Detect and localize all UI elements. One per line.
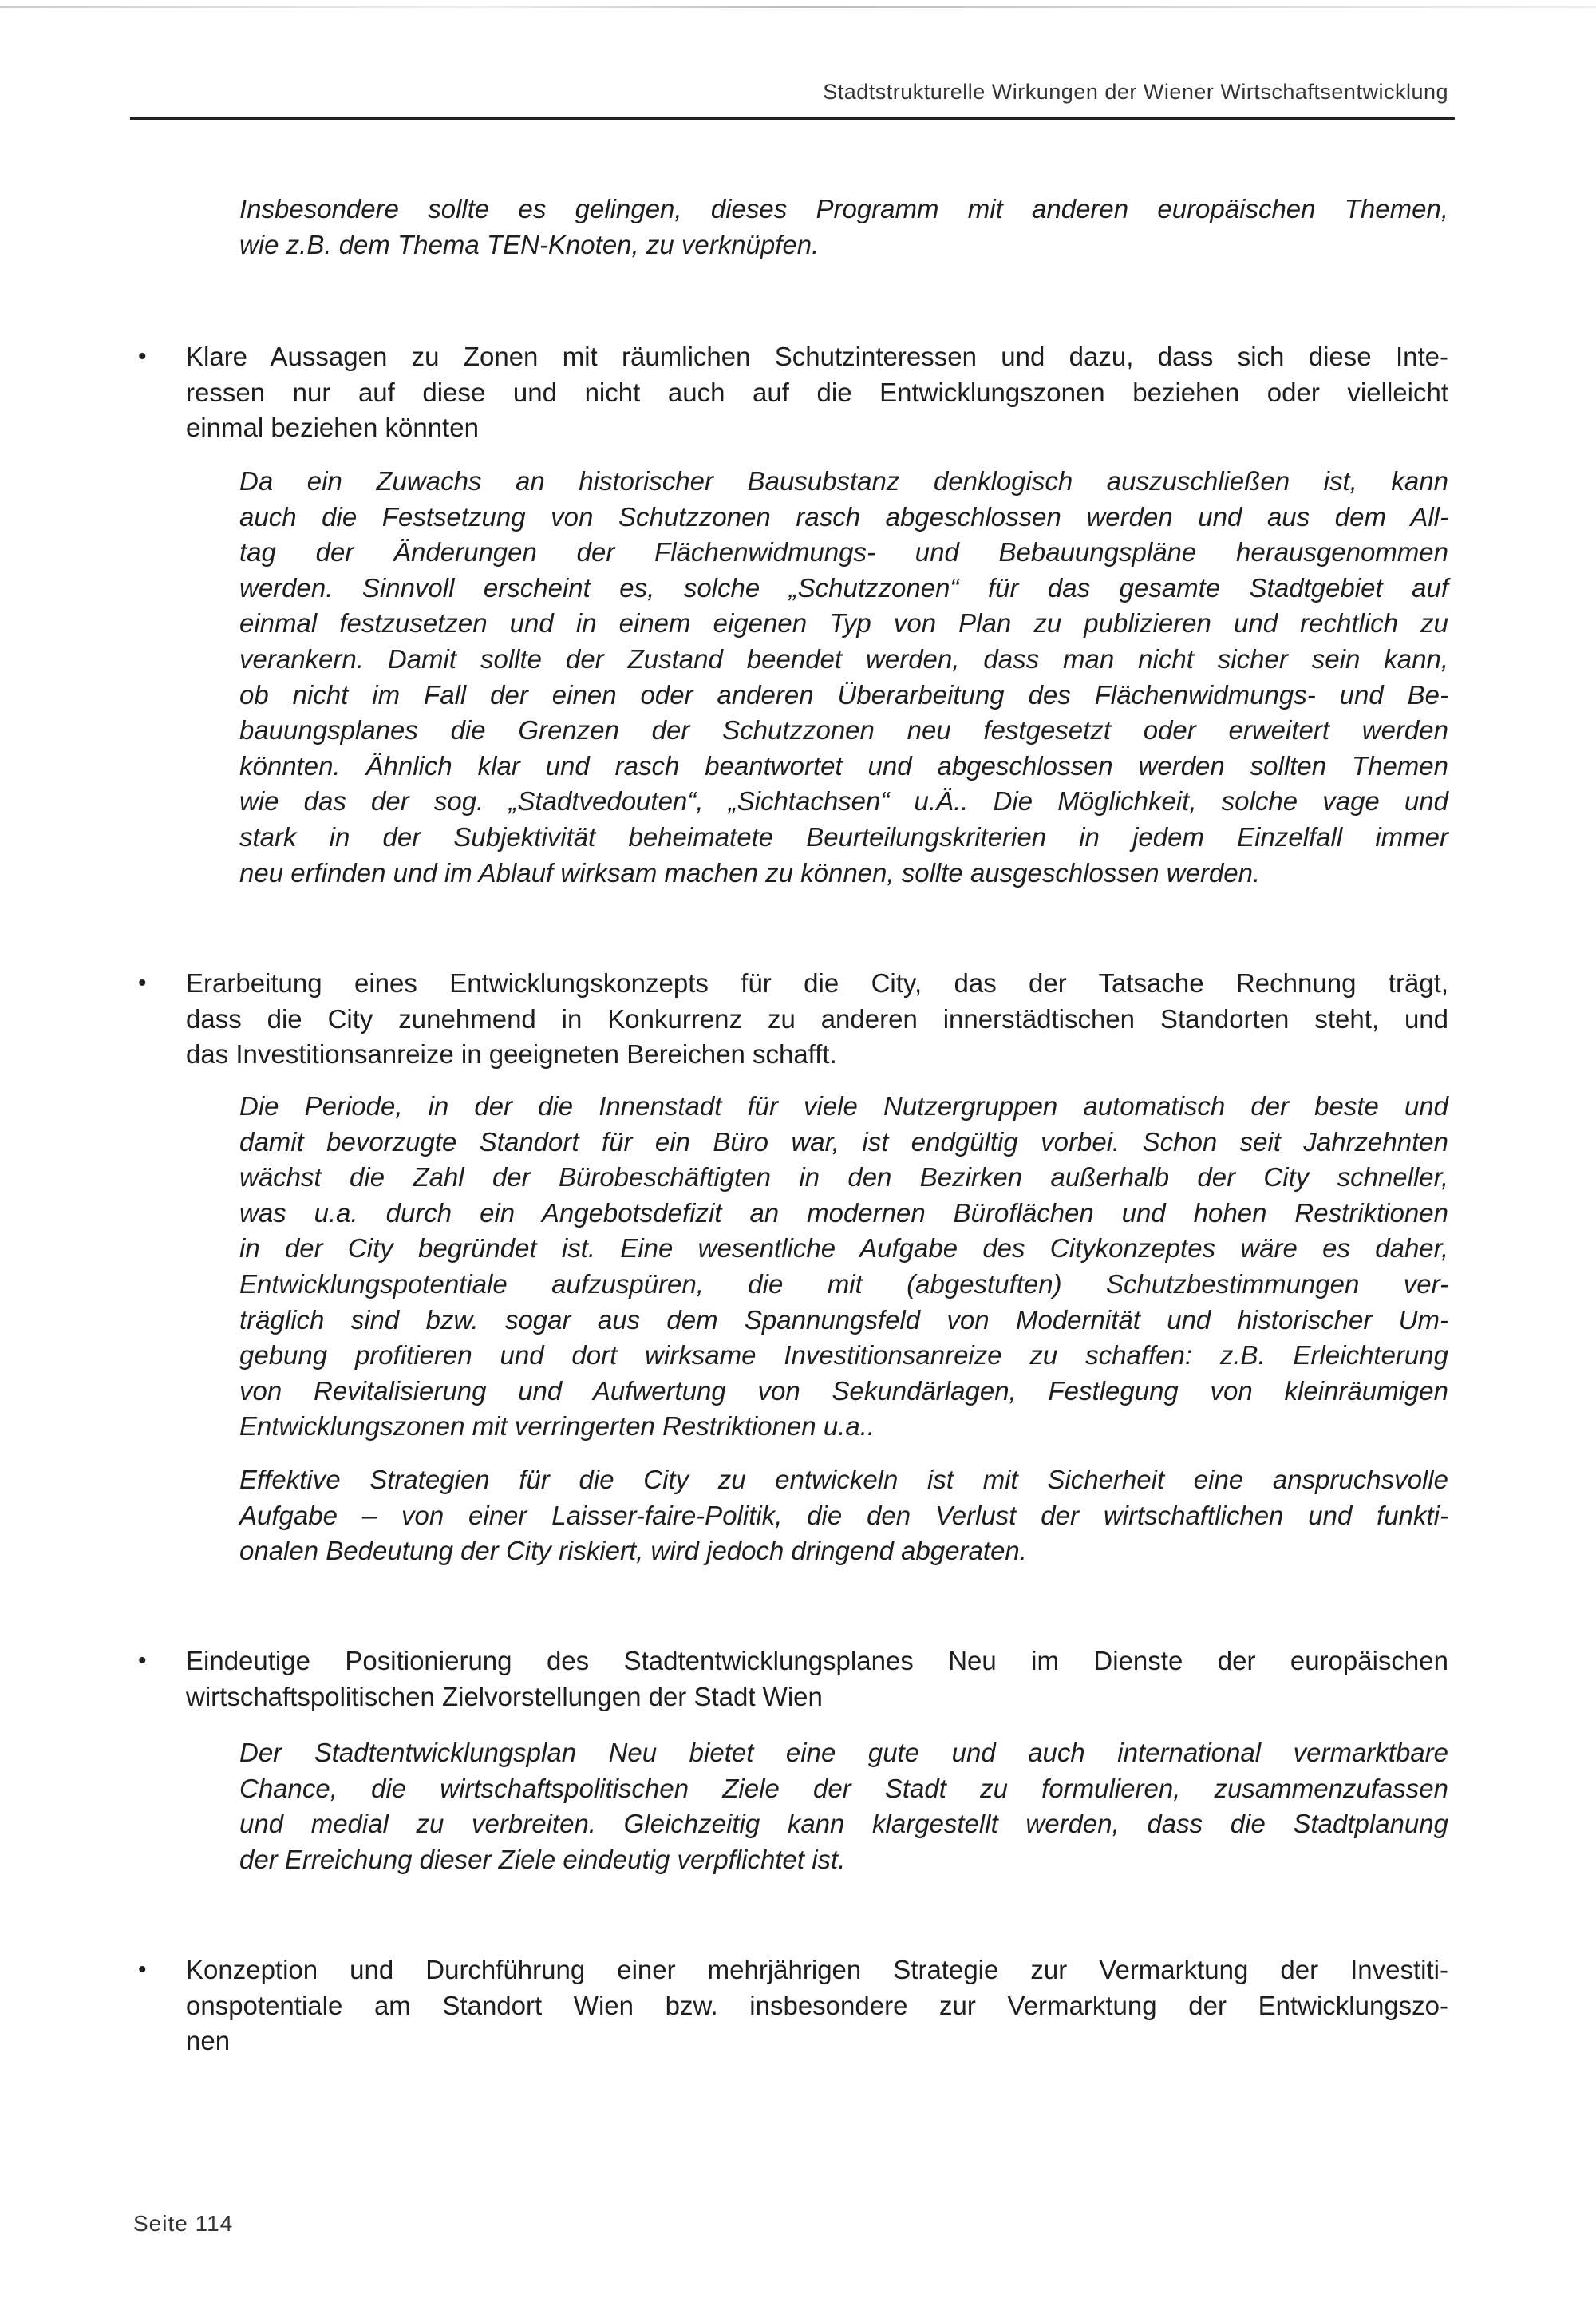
text-line: bauungsplanes die Grenzen der Schutzzonen neu festgesetzt oder erweitert werden <box>239 715 1448 746</box>
text-line: und medial zu verbreiten. Gleichzeitig kann klargestellt werden, dass die Stadtplanung <box>239 1809 1448 1839</box>
text-line: das Investitionsanreize in geeigneten Bereichen schafft. <box>186 1039 837 1070</box>
text-line: Effektive Strategien für die City zu entwickeln ist mit Sicherheit eine anspruchsvolle <box>239 1465 1448 1494</box>
text-line: Die Periode, in der die Innenstadt für viele Nutzergruppen automatisch der beste und <box>239 1091 1448 1121</box>
commentary-paragraph <box>239 1462 1448 1569</box>
text-line: könnten. Ähnlich klar und rasch beantwortet und abgeschlossen werden sollten Themen <box>239 750 1448 781</box>
text-line: von Revitalisierung und Aufwertung von Sekundärlagen, Festlegung von kleinräumigen <box>239 1375 1448 1406</box>
commentary-paragraph <box>239 1089 1448 1445</box>
text-line: wirtschaftspolitischen Zielvorstellungen der Stadt Wien <box>186 1681 823 1711</box>
text-line: Der Stadtentwicklungsplan Neu bietet eine gute und auch international vermarktbare <box>239 1738 1448 1767</box>
header-rule <box>130 117 1455 120</box>
text-line: nen <box>186 2026 231 2056</box>
text-line: was u.a. durch ein Angebotsdefizit an modernen Büroflächen und hohen Restriktionen <box>239 1197 1448 1228</box>
text-line: Konzeption und Durchführung einer mehrjährigen Strategie zur Vermarktung der Investiti- <box>186 1955 1448 1984</box>
running-header: Stadtstrukturelle Wirkungen der Wiener Wirtschaftsentwicklung <box>823 80 1448 104</box>
text-line: stark in der Subjektivität beheimatete Beurteilungskriterien in jedem Einzelfall immer <box>239 821 1448 852</box>
text-line: Eindeutige Positionierung des Stadtentwicklungsplanes Neu im Dienste der europäischen <box>186 1646 1448 1675</box>
bullet-icon: • <box>138 970 147 996</box>
text-line: Da ein Zuwachs an historischer Bausubstanz denklogisch auszuschließen ist, kann <box>239 466 1448 496</box>
text-line: neu erfinden und im Ablauf wirksam machen zu können, sollte ausgeschlossen werden. <box>239 857 1261 888</box>
text-line: werden. Sinnvoll erscheint es, solche „Schutzzonen“ für das gesamte Stadtgebiet auf <box>239 572 1448 603</box>
text-line: wie z.B. dem Thema TEN-Knoten, zu verknüpfen. <box>239 229 820 259</box>
bullet-icon: • <box>138 1648 147 1674</box>
bullet-item <box>138 966 1448 1073</box>
text-line: onspotentiale am Standort Wien bzw. insbesondere zur Vermarktung der Entwicklungszo- <box>186 1990 1448 2020</box>
page-number: Seite 114 <box>133 2211 234 2236</box>
text-line: tag der Änderungen der Flächenwidmungs- und Bebauungspläne herausgenommen <box>239 537 1448 568</box>
bullet-item <box>138 1644 1448 1715</box>
text-line: damit bevorzugte Standort für ein Büro war, ist endgültig vorbei. Schon seit Jahrzehnten <box>239 1126 1448 1157</box>
bullet-item <box>138 339 1448 446</box>
text-line: Erarbeitung eines Entwicklungskonzepts für die City, das der Tatsache Rechnung trägt, <box>186 968 1448 998</box>
text-line: ob nicht im Fall der einen oder anderen Überarbeitung des Flächenwidmungs- und Be- <box>239 679 1448 710</box>
bullet-icon: • <box>138 1956 147 1983</box>
text-line: onalen Bedeutung der City riskiert, wird jedoch dringend abgeraten. <box>239 1536 1027 1566</box>
text-line: Aufgabe – von einer Laisser-faire-Politik, die den Verlust der wirtschaftlichen und funkti- <box>239 1500 1448 1530</box>
text-line: in der City begründet ist. Eine wesentliche Aufgabe des Citykonzeptes wäre es daher, <box>239 1233 1448 1264</box>
text-line: wie das der sog. „Stadtvedouten“, „Sichtachsen“ u.Ä.. Die Möglichkeit, solche vage und <box>239 786 1448 817</box>
text-line: Entwicklungszonen mit verringerten Restriktionen u.a.. <box>239 1411 875 1442</box>
text-line: gebung profitieren und dort wirksame Investitionsanreize zu schaffen: z.B. Erleichterung <box>239 1340 1448 1371</box>
text-line: dass die City zunehmend in Konkurrenz zu anderen innerstädtischen Standorten steht, und <box>186 1003 1448 1034</box>
text-line: Entwicklungspotentiale aufzuspüren, die mit (abgestuften) Schutzbestimmungen ver- <box>239 1268 1448 1299</box>
text-line: der Erreichung dieser Ziele eindeutig verpflichtet ist. <box>239 1844 846 1874</box>
commentary-paragraph <box>239 1735 1448 1877</box>
text-line: einmal beziehen könnten <box>186 413 479 443</box>
text-line: Chance, die wirtschaftspolitischen Ziele der Stadt zu formulieren, zusammenzufassen <box>239 1773 1448 1803</box>
text-line: verankern. Damit sollte der Zustand beendet werden, dass man nicht sicher sein kann, <box>239 643 1448 674</box>
text-line: Klare Aussagen zu Zonen mit räumlichen Schutzinteressen und dazu, dass sich diese Inte- <box>186 342 1448 371</box>
text-line: wächst die Zahl der Bürobeschäftigten in den Bezirken außerhalb der City schneller, <box>239 1162 1448 1193</box>
text-line: Insbesondere sollte es gelingen, dieses Programm mit anderen europäischen Themen, <box>239 194 1448 223</box>
text-line: träglich sind bzw. sogar aus dem Spannungsfeld von Modernität und historischer Um- <box>239 1304 1448 1335</box>
text-line: einmal festzusetzen und in einem eigenen Typ von Plan zu publizieren und rechtlich zu <box>239 608 1448 639</box>
scan-edge-line <box>0 6 1596 8</box>
bullet-item <box>138 1952 1448 2059</box>
commentary-paragraph <box>239 464 1448 891</box>
commentary-paragraph <box>239 192 1448 263</box>
text-line: auch die Festsetzung von Schutzzonen rasch abgeschlossen werden und aus dem All- <box>239 501 1448 532</box>
bullet-icon: • <box>138 343 147 370</box>
text-line: ressen nur auf diese und nicht auch auf die Entwicklungszonen beziehen oder vielleicht <box>186 377 1448 407</box>
